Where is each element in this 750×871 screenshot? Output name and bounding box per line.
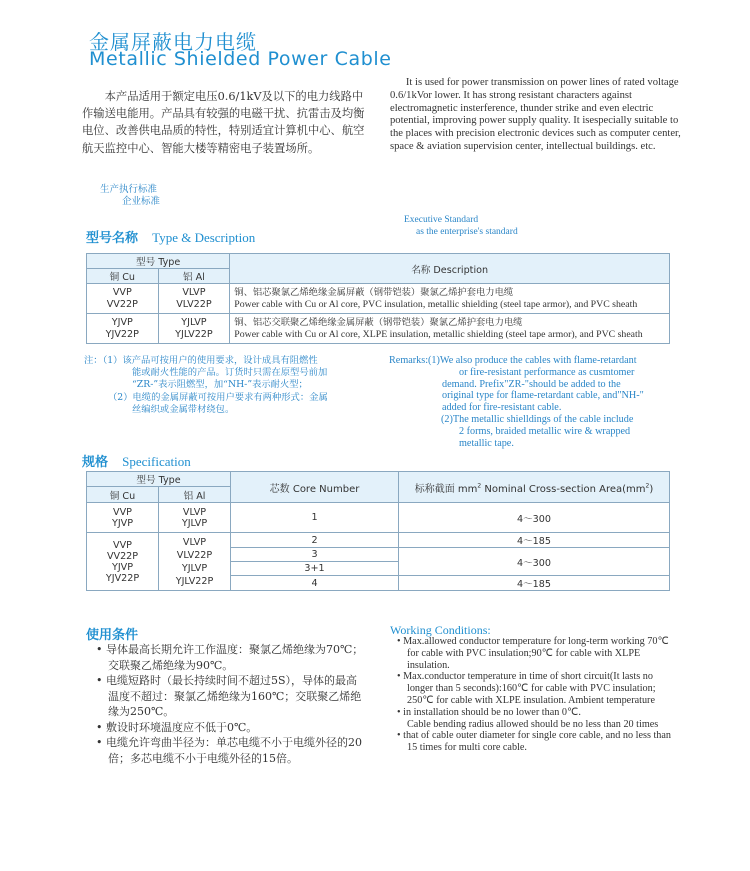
remark-line: metallic tape. — [459, 437, 514, 449]
page-title-en: Metallic Shielded Power Cable — [89, 48, 392, 70]
remarks-cn — [84, 355, 374, 416]
description-cell — [230, 284, 670, 314]
remark-line: 注：（1）该产品可按用户的使用要求，设计成具有阻燃性 — [84, 355, 318, 366]
remark-line: or fire-resistant performance as cusmtomer — [459, 366, 635, 378]
al-type: VLVP — [182, 536, 207, 548]
al-type: VLV22P — [176, 549, 213, 561]
remark-line: added for fire-resistant cable. — [442, 402, 562, 414]
cu-type-cell — [87, 503, 159, 533]
cu-type: YJVP — [111, 561, 134, 573]
type-header: 型号 Type — [87, 254, 230, 269]
table-row — [87, 314, 670, 344]
remarks-en — [389, 355, 674, 449]
standard-en-line1: Executive Standard — [404, 215, 479, 225]
al-type: VLVP — [182, 506, 207, 518]
cu-type: VVP — [112, 286, 132, 298]
al-type-cell — [159, 503, 231, 533]
core-number-cell: 4 — [231, 576, 399, 591]
cu-type-cell — [87, 533, 159, 591]
standard-en-line2: as the enterprise's standard — [416, 227, 518, 237]
table-row — [87, 533, 670, 548]
cu-header: 铜 Cu — [87, 487, 159, 503]
cu-type: YJV22P — [105, 328, 139, 340]
cu-type: VV22P — [106, 550, 139, 562]
cross-section-cell: 4～185 — [399, 533, 670, 548]
remark-line: Remarks:(1)We also produce the cables with flame-retardant — [389, 355, 637, 366]
cu-type: YJVP — [111, 316, 133, 328]
cu-type: YJVP — [111, 517, 134, 529]
cu-type: VV22P — [106, 298, 138, 310]
type-header: 型号 Type — [87, 472, 231, 487]
remark-line: 2 forms, braided metallic wire & wrapped — [459, 425, 631, 437]
standard-en — [404, 214, 518, 238]
cu-type: YJV22P — [105, 572, 140, 584]
remark-line: demand. Prefix"ZR-"should be added to the — [442, 378, 621, 390]
al-type: YJLVP — [181, 517, 208, 529]
remark-line: （2）电缆的金属屏蔽可按用户要求有两种形式：金属 — [108, 391, 328, 403]
spec-section-title-cn: 规格 — [82, 455, 109, 470]
cu-header: 铜 Cu — [87, 269, 159, 284]
core-number-cell: 3 — [231, 548, 399, 562]
condition-item: • Max.conductor temperature in time of short circuit(It lasts no longer than 5 seconds):160℃ for cable with PVC insulation; 250℃ for cable with XLPE insulation. Ambient temperature — [397, 671, 656, 706]
spec-section-title-en: Specification — [122, 454, 191, 469]
cross-section-cell: 4～300 — [399, 503, 670, 533]
al-type: YJLV22P — [175, 328, 213, 340]
cross-section-cell: 4～300 — [399, 548, 670, 576]
core-number-header: 芯数 Core Number — [231, 472, 399, 503]
al-type-cell — [159, 533, 231, 591]
description-cn: 铜、铝芯聚氯乙烯绝缘金属屏蔽（钢带铠装）聚氯乙烯护套电力电缆 — [234, 286, 514, 298]
al-header: 铝 Al — [159, 487, 231, 503]
remark-line: original type for flame-retardant cable, and"NH-" — [442, 390, 644, 402]
remark-line: 能或耐火性能的产品。订货时只需在原型号前加 — [132, 367, 328, 379]
condition-item: • 敷设时环境温度应不低于0℃。 — [96, 720, 258, 734]
description-en: Power cable with Cu or Al core, XLPE insulation, metallic shielding (steel tape armor), and PVC sheath — [234, 328, 643, 340]
al-type: VLVP — [182, 286, 206, 298]
working-conditions-en — [397, 636, 677, 754]
working-conditions-title-cn — [86, 624, 148, 643]
cu-type: VVP — [113, 539, 132, 551]
cu-type-cell — [87, 314, 159, 344]
condition-item: Cable bending radius allowed should be no less than 20 times — [407, 718, 659, 730]
cross-section-header: 标称截面 $mm^2$ Nominal Cross-section $Area(mm^2)$ — [399, 472, 670, 503]
standard-cn-line1: 生产执行标准 — [100, 184, 158, 195]
condition-item: • 电缆短路时（最长持续时间不超过5S），导体的最高温度不超过：聚氯乙烯绝缘为160℃；交联聚乙烯绝缘为250℃。 — [96, 674, 362, 718]
cu-type-cell — [87, 284, 159, 314]
condition-item: • in installation should be no lower than 0℃. — [397, 706, 581, 718]
working-conditions-cn — [96, 642, 366, 766]
type-description-table — [86, 253, 670, 344]
al-type: YJLVP — [181, 562, 208, 574]
al-type-cell — [158, 314, 230, 344]
al-type: VLV22P — [176, 298, 212, 310]
standard-cn-line2: 企业标准 — [122, 196, 161, 207]
table-row — [87, 284, 670, 314]
condition-item: • 电缆允许弯曲半径为：单芯电缆不小于电缆外径的20倍；多芯电缆不小于电缆外径的15倍。 — [96, 736, 362, 765]
condition-item: • Max.allowed conductor temperature for long-term working 70℃ for cable with PVC insulation;90℃ for cable with XLPE insulation. — [397, 636, 669, 671]
intro-text-cn: 本产品适用于额定电压0.6/1kV及以下的电力线路中作输送电能用。产品具有较强的电磁干扰、抗雷击及均衡电位、改善供电品质的特性，特别适宜计算机中心、航空航天监控中心、智能大楼等精密电子装置场所。 — [82, 90, 365, 155]
table-row — [87, 503, 670, 533]
page-title-cn: 金属屏蔽电力电缆 — [89, 30, 257, 54]
core-number-cell: 1 — [231, 503, 399, 533]
working-title-cn: 使用条件 — [86, 628, 139, 643]
spec-section-title — [82, 451, 191, 470]
specification-table — [86, 471, 670, 591]
al-type: YJLV22P — [175, 575, 214, 587]
core-number-cell: 3+1 — [231, 562, 399, 576]
standard-cn — [100, 184, 160, 208]
type-section-title — [86, 227, 255, 246]
cross-section-cell: 4～185 — [399, 576, 670, 591]
remark-line: (2)The metallic shielldings of the cable include — [441, 413, 634, 425]
al-type: YJLVP — [181, 316, 207, 328]
remark-line: “ZR-”表示阻燃型，加“NH-”表示耐火型； — [132, 379, 308, 391]
type-section-title-en: Type & Description — [152, 230, 256, 245]
condition-item: • 导体最高长期允许工作温度：聚氯乙烯绝缘为70℃；交联聚乙烯绝缘为90℃。 — [96, 643, 364, 672]
core-number-cell: 2 — [231, 533, 399, 548]
intro-text-en: It is used for power transmission on power lines of rated voltage 0.6/1kVor lower. It has strong resistant characters against electromagnetic insterference, thunder strike and even electric potential, improving power supply quality. It isespecially suitable to the places with precision electronic devices such as computer center, space & aviation supervision center, intellectual buildings. etc. — [390, 77, 681, 152]
cu-type: VVP — [113, 506, 132, 518]
remark-line: 丝编织或金属带材绕包。 — [132, 403, 235, 415]
condition-item: • that of cable outer diameter for single core cable, and no less than 15 times for multi core cable. — [397, 730, 672, 754]
al-header: 铝 Al — [158, 269, 230, 284]
type-section-title-cn: 型号名称 — [86, 231, 139, 246]
working-conditions-title-en: Working Conditions: — [390, 623, 491, 637]
description-cell — [230, 314, 670, 344]
description-cn: 铜、铝芯交联聚乙烯绝缘金属屏蔽（钢带铠装）聚氯乙烯护套电力电缆 — [234, 316, 523, 328]
description-en: Power cable with Cu or Al core, PVC insulation, metallic shielding (steel tape armor), and PVC sheath — [234, 298, 638, 310]
al-type-cell — [158, 284, 230, 314]
description-header: 名称 Description — [230, 254, 670, 284]
